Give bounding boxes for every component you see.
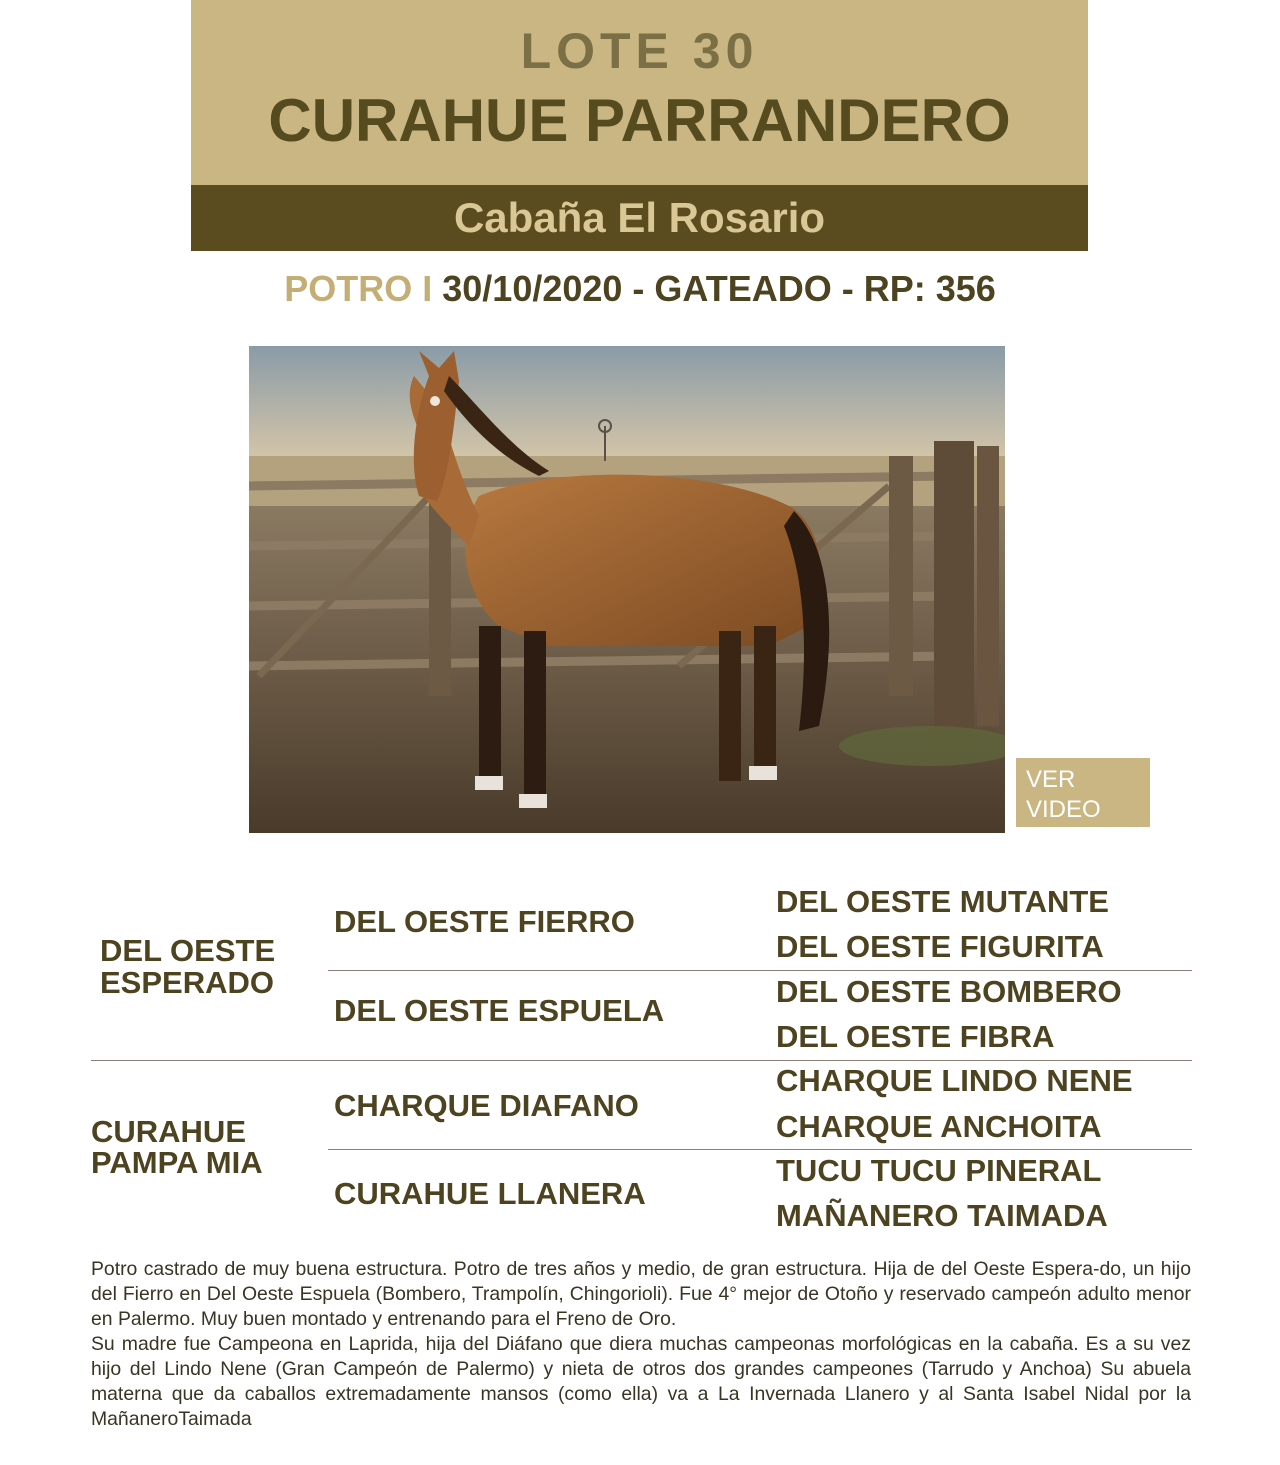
pedigree-sd-sire: DEL OESTE BOMBERO [776, 974, 1122, 1009]
horse-info-line [0, 268, 1280, 310]
pedigree-sire-dam: DEL OESTE ESPUELA [334, 993, 665, 1028]
pedigree-divider-main [91, 1060, 1192, 1061]
video-button-label-1: VER [1026, 766, 1076, 793]
pedigree-divider [328, 1149, 1192, 1150]
lot-number: LOTE 30 [520, 23, 759, 79]
lot-header [191, 0, 1088, 185]
pedigree-dam-line-2: PAMPA MIA [91, 1145, 263, 1180]
breeder-band [191, 185, 1088, 251]
description-paragraph-2: Su madre fue Campeona en Laprida, hija del Diáfano que diera muchas campeonas morfológicas en la cabaña. Es a su vez hijo del Lindo Nene (Gran Campeón de Palermo) y nieta de otros dos grandes campeones (Tarrudo y Anchoa) Su abuela materna que da caballos extremadamente mansos (como ella) va a La Invernada Llanero y al Santa Isabel Nidal por la MañaneroTaimada [91, 1333, 1191, 1430]
horse-description [91, 1257, 1191, 1432]
pedigree-dam-line-1: CURAHUE [91, 1114, 246, 1149]
horse-photo [249, 346, 1005, 833]
pedigree-ds-dam: CHARQUE ANCHOITA [776, 1109, 1102, 1144]
description-paragraph-1: Potro castrado de muy buena estructura. Potro de tres años y medio, de gran estructura. Hija de del Oeste Espera-do, un hijo del Fierro en Del Oeste Espuela (Bombero, Trampolín, Chingorioli). Fue 4° mejor de Otoño y reservado campeón adulto menor en Palermo. Muy buen montado y entrenando para el Freno de Oro. [91, 1258, 1191, 1330]
pedigree-ss-sire: DEL OESTE MUTANTE [776, 884, 1109, 919]
horse-name: CURAHUE PARRANDERO [268, 87, 1011, 154]
info-separator: I [422, 268, 433, 309]
pedigree-sire-sire: DEL OESTE FIERRO [334, 904, 635, 939]
watch-video-button[interactable] [1016, 758, 1150, 827]
horse-category: POTRO [284, 268, 413, 309]
pedigree-divider [328, 970, 1192, 971]
pedigree-dd-sire: TUCU TUCU PINERAL [776, 1153, 1102, 1188]
pedigree-sire-line-1: DEL OESTE [100, 933, 276, 968]
pedigree-ss-dam: DEL OESTE FIGURITA [776, 929, 1104, 964]
horse-photo-illustration [249, 346, 1005, 833]
pedigree-dd-dam: MAÑANERO TAIMADA [776, 1198, 1108, 1233]
pedigree-ds-sire: CHARQUE LINDO NENE [776, 1063, 1133, 1098]
pedigree-sire-line-2: ESPERADO [100, 965, 274, 1000]
pedigree-dam-sire: CHARQUE DIAFANO [334, 1088, 639, 1123]
video-button-label-2: VIDEO [1026, 796, 1101, 823]
horse-details: 30/10/2020 - GATEADO - RP: 356 [442, 268, 996, 309]
pedigree-dam-dam: CURAHUE LLANERA [334, 1176, 646, 1211]
pedigree-sd-dam: DEL OESTE FIBRA [776, 1019, 1055, 1054]
breeder-name: Cabaña El Rosario [453, 194, 826, 241]
